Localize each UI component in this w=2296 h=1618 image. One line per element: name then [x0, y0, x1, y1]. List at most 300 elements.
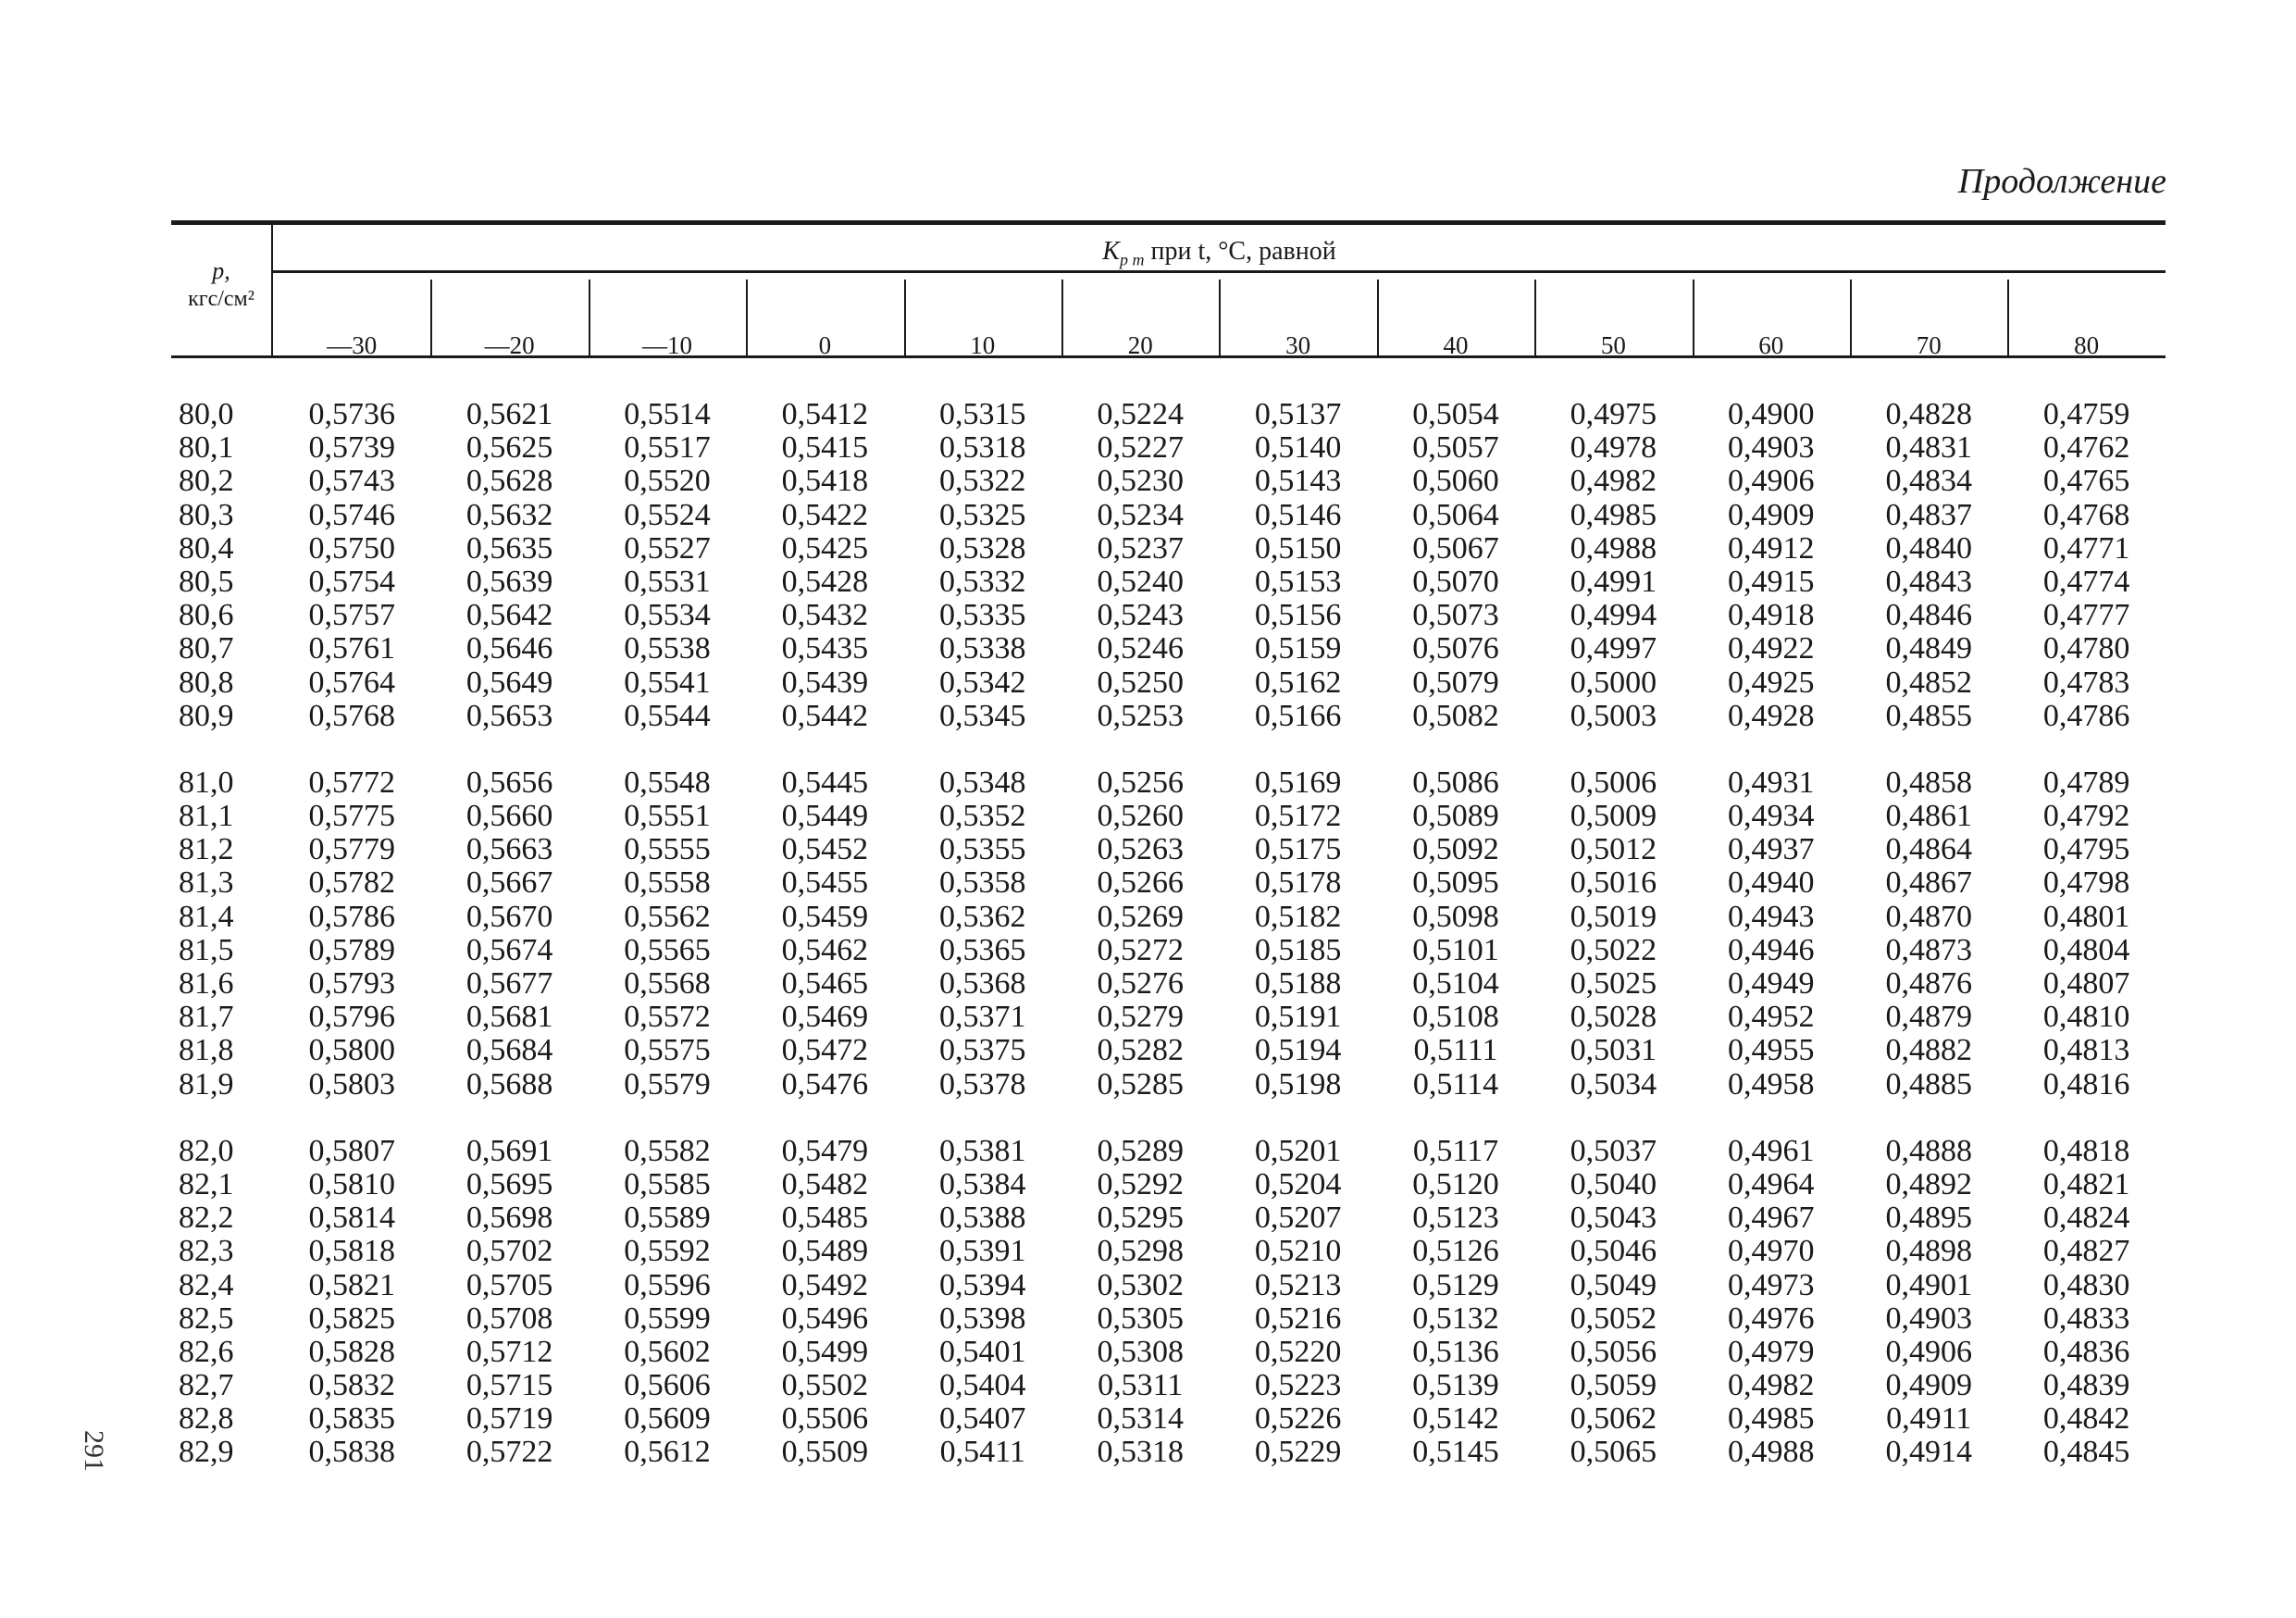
table-row [171, 833, 2166, 866]
table-row [171, 1369, 2166, 1402]
pressure-value: 80,4 [179, 530, 234, 566]
coefficient-value: 0,5388 [939, 1201, 1026, 1236]
coefficient-value: 0,5538 [624, 631, 711, 666]
coefficient-value: 0,4915 [1728, 564, 1815, 599]
coefficient-value: 0,5628 [465, 464, 553, 499]
coefficient-value: 0,5182 [1254, 899, 1342, 934]
coefficient-value: 0,5086 [1412, 765, 1499, 800]
coefficient-value: 0,5250 [1097, 665, 1184, 700]
coefficient-value: 0,5524 [624, 497, 711, 532]
coefficient-value: 0,4903 [1885, 1301, 1972, 1336]
coefficient-value: 0,5338 [939, 631, 1026, 666]
coefficient-value: 0,5207 [1254, 1201, 1342, 1236]
coefficient-value: 0,5418 [781, 464, 869, 499]
coefficient-value: 0,5198 [1254, 1066, 1342, 1101]
coefficient-value: 0,5674 [465, 932, 553, 967]
column-divider [2007, 280, 2009, 355]
coefficient-value: 0,5796 [308, 1000, 395, 1035]
coefficient-value: 0,4774 [2042, 564, 2130, 599]
table-row [171, 967, 2166, 1001]
temperature-header: 40 [1443, 331, 1469, 359]
coefficient-value: 0,5558 [624, 865, 711, 901]
coefficient-value: 0,4824 [2042, 1201, 2130, 1236]
pressure-value: 81,8 [179, 1033, 234, 1068]
table-top-rule [171, 220, 2166, 225]
coefficient-value: 0,4882 [1885, 1033, 1972, 1068]
coefficient-value: 0,4771 [2042, 530, 2130, 566]
coefficient-value: 0,5226 [1254, 1401, 1342, 1437]
coefficient-value: 0,5104 [1412, 966, 1499, 1001]
coefficient-value: 0,4855 [1885, 698, 1972, 733]
pressure-value: 82,2 [179, 1201, 234, 1236]
coefficient-value: 0,5185 [1254, 932, 1342, 967]
coefficient-value: 0,5108 [1412, 1000, 1499, 1035]
coefficient-value: 0,5123 [1412, 1201, 1499, 1236]
coefficient-value: 0,5814 [308, 1201, 395, 1236]
coefficient-value: 0,4792 [2042, 799, 2130, 834]
coefficient-value: 0,5111 [1413, 1033, 1498, 1068]
table-row [171, 766, 2166, 800]
coefficient-value: 0,4845 [2042, 1435, 2130, 1470]
coefficient-value: 0,5585 [624, 1166, 711, 1201]
coefficient-value: 0,5582 [624, 1133, 711, 1168]
coefficient-value: 0,5234 [1097, 497, 1184, 532]
temperature-header: 0 [818, 331, 832, 359]
pressure-symbol: p, [212, 257, 230, 284]
coefficient-value: 0,5445 [781, 765, 869, 800]
coefficient-value: 0,5496 [781, 1301, 869, 1336]
coefficient-value: 0,5266 [1097, 865, 1184, 901]
pressure-value: 81,0 [179, 765, 234, 800]
coefficient-value: 0,5691 [465, 1133, 553, 1168]
coefficient-value: 0,5260 [1097, 799, 1184, 834]
coefficient-value: 0,5531 [624, 564, 711, 599]
table-row [171, 934, 2166, 967]
coefficient-value: 0,5548 [624, 765, 711, 800]
coefficient-value: 0,5509 [781, 1435, 869, 1470]
coefficient-value: 0,5612 [624, 1435, 711, 1470]
coefficient-value: 0,5098 [1412, 899, 1499, 934]
coefficient-value: 0,4861 [1885, 799, 1972, 834]
coefficient-value: 0,4765 [2042, 464, 2130, 499]
table-row [171, 866, 2166, 900]
coefficient-value: 0,5821 [308, 1267, 395, 1302]
temperature-header: 80 [2074, 331, 2100, 359]
coefficient-value: 0,5459 [781, 899, 869, 934]
coefficient-value: 0,4970 [1728, 1234, 1815, 1269]
header-mid-rule [273, 270, 2166, 273]
coefficient-value: 0,5398 [939, 1301, 1026, 1336]
coefficient-value: 0,4864 [1885, 832, 1972, 867]
coefficient-value: 0,5407 [939, 1401, 1026, 1437]
pressure-value: 81,4 [179, 899, 234, 934]
coefficient-value: 0,4985 [1570, 497, 1657, 532]
pressure-value: 82,4 [179, 1267, 234, 1302]
coefficient-value: 0,5779 [308, 832, 395, 867]
coefficient-value: 0,5263 [1097, 832, 1184, 867]
coefficient-value: 0,5606 [624, 1368, 711, 1403]
coefficient-value: 0,4922 [1728, 631, 1815, 666]
pressure-value: 82,1 [179, 1166, 234, 1201]
coefficient-value: 0,5335 [939, 598, 1026, 633]
coefficient-value: 0,5462 [781, 932, 869, 967]
coefficient-value: 0,5688 [465, 1066, 553, 1101]
coefficient-value: 0,4975 [1570, 397, 1657, 431]
coefficient-value: 0,5120 [1412, 1166, 1499, 1201]
coefficient-value: 0,4946 [1728, 932, 1815, 967]
table-row [171, 398, 2166, 431]
coefficient-value: 0,5428 [781, 564, 869, 599]
coefficient-value: 0,4994 [1570, 598, 1657, 633]
coefficient-value: 0,4991 [1570, 564, 1657, 599]
coefficient-value: 0,5541 [624, 665, 711, 700]
pressure-value: 80,9 [179, 698, 234, 733]
coefficient-value: 0,4837 [1885, 497, 1972, 532]
row-group [171, 1135, 2166, 1470]
table-row [171, 666, 2166, 700]
coefficient-value: 0,5722 [465, 1435, 553, 1470]
coefficient-value: 0,5355 [939, 832, 1026, 867]
pressure-value: 81,7 [179, 1000, 234, 1035]
pressure-value: 82,0 [179, 1133, 234, 1168]
coefficient-value: 0,5736 [308, 397, 395, 431]
coefficient-value: 0,5315 [939, 397, 1026, 431]
coefficient-value: 0,4985 [1728, 1401, 1815, 1437]
coefficient-value: 0,5054 [1412, 397, 1499, 431]
coefficient-value: 0,5062 [1570, 1401, 1657, 1437]
coefficient-value: 0,5282 [1097, 1033, 1184, 1068]
coefficient-value: 0,5040 [1570, 1166, 1657, 1201]
coefficient-value: 0,5025 [1570, 966, 1657, 1001]
coefficient-value: 0,5439 [781, 665, 869, 700]
coefficient-value: 0,5012 [1570, 832, 1657, 867]
coefficient-value: 0,5322 [939, 464, 1026, 499]
coefficient-value: 0,4988 [1728, 1435, 1815, 1470]
coefficient-value: 0,4918 [1728, 598, 1815, 633]
coefficient-value: 0,5022 [1570, 932, 1657, 967]
coefficient-value: 0,5095 [1412, 865, 1499, 901]
coefficient-value: 0,4911 [1886, 1401, 1972, 1437]
coefficient-value: 0,5371 [939, 1000, 1026, 1035]
pressure-value: 81,2 [179, 832, 234, 867]
temperature-header: 10 [970, 331, 996, 359]
temperature-header: 30 [1285, 331, 1311, 359]
coefficient-value: 0,5223 [1254, 1368, 1342, 1403]
table-row [171, 1001, 2166, 1034]
coefficient-value: 0,5318 [1097, 1435, 1184, 1470]
coefficient-value: 0,4786 [2042, 698, 2130, 733]
coefficient-value: 0,5698 [465, 1201, 553, 1236]
coefficient-value: 0,5425 [781, 530, 869, 566]
coefficient-value: 0,5835 [308, 1401, 395, 1437]
temperature-header: —10 [641, 331, 692, 359]
coefficient-value: 0,4768 [2042, 497, 2130, 532]
coefficient-value: 0,5667 [465, 865, 553, 901]
coefficient-value: 0,5635 [465, 530, 553, 566]
pressure-value: 82,6 [179, 1334, 234, 1369]
table-row [171, 599, 2166, 632]
pressure-value: 82,9 [179, 1435, 234, 1470]
coefficient-value: 0,5332 [939, 564, 1026, 599]
coefficient-value: 0,5056 [1570, 1334, 1657, 1369]
coefficient-value: 0,4798 [2042, 865, 2130, 901]
coefficient-value: 0,5064 [1412, 497, 1499, 532]
coefficient-value: 0,4976 [1728, 1301, 1815, 1336]
coefficient-value: 0,4833 [2042, 1301, 2130, 1336]
coefficient-value: 0,5818 [308, 1234, 395, 1269]
coefficient-value: 0,4867 [1885, 865, 1972, 901]
coefficient-value: 0,5401 [939, 1334, 1026, 1369]
coefficient-value: 0,4876 [1885, 966, 1972, 1001]
coefficient-value: 0,5156 [1254, 598, 1342, 633]
coefficient-value: 0,4979 [1728, 1334, 1815, 1369]
continuation-label: Продолжение [1957, 162, 2166, 201]
temperature-header: —20 [484, 331, 535, 359]
coefficient-value: 0,4900 [1728, 397, 1815, 431]
coefficient-value: 0,5375 [939, 1033, 1026, 1068]
coefficient-value: 0,5649 [465, 665, 553, 700]
table-row [171, 1302, 2166, 1336]
coefficient-value: 0,5639 [465, 564, 553, 599]
table-row [171, 532, 2166, 566]
coefficient-value: 0,5136 [1412, 1334, 1499, 1369]
pressure-value: 82,7 [179, 1368, 234, 1403]
coefficient-value: 0,5365 [939, 932, 1026, 967]
coefficient-value: 0,5253 [1097, 698, 1184, 733]
coefficient-value: 0,5000 [1570, 665, 1657, 700]
coefficient-value: 0,5229 [1254, 1435, 1342, 1470]
coefficient-value: 0,5705 [465, 1267, 553, 1302]
coefficient-value: 0,5572 [624, 1000, 711, 1035]
coefficient-value: 0,5832 [308, 1368, 395, 1403]
coefficient-value: 0,4762 [2042, 430, 2130, 466]
pressure-value: 82,8 [179, 1401, 234, 1437]
coefficient-value: 0,4982 [1728, 1368, 1815, 1403]
coefficient-value: 0,5201 [1254, 1133, 1342, 1168]
coefficient-value: 0,4831 [1885, 430, 1972, 466]
coefficient-value: 0,5142 [1412, 1401, 1499, 1437]
coefficient-value: 0,5435 [781, 631, 869, 666]
coefficient-value: 0,5719 [465, 1401, 553, 1437]
coefficient-value: 0,4821 [2042, 1166, 2130, 1201]
temperature-header: 70 [1916, 331, 1942, 359]
coefficient-symbol: K [1102, 237, 1120, 266]
coefficient-value: 0,5092 [1412, 832, 1499, 867]
coefficient-value: 0,4988 [1570, 530, 1657, 566]
coefficient-value: 0,5677 [465, 966, 553, 1001]
coefficient-value: 0,4955 [1728, 1033, 1815, 1068]
coefficient-value: 0,4834 [1885, 464, 1972, 499]
coefficient-value: 0,5065 [1570, 1435, 1657, 1470]
pressure-value: 80,1 [179, 430, 234, 466]
coefficient-value: 0,5702 [465, 1234, 553, 1269]
coefficient-value: 0,5325 [939, 497, 1026, 532]
coefficient-value: 0,5162 [1254, 665, 1342, 700]
table-row [171, 800, 2166, 833]
table-row [171, 1436, 2166, 1469]
table-row [171, 1068, 2166, 1101]
coefficient-value: 0,5194 [1254, 1033, 1342, 1068]
coefficient-value: 0,4967 [1728, 1201, 1815, 1236]
coefficient-value: 0,4858 [1885, 765, 1972, 800]
coefficient-value: 0,4909 [1728, 497, 1815, 532]
coefficient-value: 0,5276 [1097, 966, 1184, 1001]
coefficient-value: 0,4928 [1728, 698, 1815, 733]
column-divider [1850, 280, 1852, 355]
table-row [171, 1336, 2166, 1369]
coefficient-value: 0,5712 [465, 1334, 553, 1369]
table-row [171, 431, 2166, 465]
coefficient-value: 0,5609 [624, 1401, 711, 1437]
coefficient-value: 0,5224 [1097, 397, 1184, 431]
coefficient-value: 0,5289 [1097, 1133, 1184, 1168]
coefficient-value: 0,4912 [1728, 530, 1815, 566]
coefficient-value: 0,5565 [624, 932, 711, 967]
coefficient-value: 0,4931 [1728, 765, 1815, 800]
coefficient-value: 0,5159 [1254, 631, 1342, 666]
coefficient-value: 0,5204 [1254, 1166, 1342, 1201]
coefficient-value: 0,5314 [1097, 1401, 1184, 1437]
column-divider [904, 280, 906, 355]
pressure-unit: кгс/см² [188, 287, 254, 311]
pressure-value: 81,3 [179, 865, 234, 901]
coefficient-value: 0,5562 [624, 899, 711, 934]
coefficient-value: 0,5579 [624, 1066, 711, 1101]
coefficient-value: 0,5169 [1254, 765, 1342, 800]
coefficient-value: 0,5789 [308, 932, 395, 967]
coefficient-value: 0,5210 [1254, 1234, 1342, 1269]
coefficient-value: 0,5442 [781, 698, 869, 733]
coefficient-value: 0,5746 [308, 497, 395, 532]
coefficient-value: 0,5279 [1097, 1000, 1184, 1035]
coefficient-value: 0,4914 [1885, 1435, 1972, 1470]
table-row [171, 1402, 2166, 1436]
coefficient-value: 0,5311 [1098, 1368, 1184, 1403]
coefficient-value: 0,5146 [1254, 497, 1342, 532]
coefficient-value: 0,4895 [1885, 1201, 1972, 1236]
coefficient-value: 0,5455 [781, 865, 869, 901]
coefficient-value: 0,5422 [781, 497, 869, 532]
coefficient-value: 0,5145 [1412, 1435, 1499, 1470]
coefficient-value: 0,5449 [781, 799, 869, 834]
coefficient-value: 0,5216 [1254, 1301, 1342, 1336]
coefficient-value: 0,4964 [1728, 1166, 1815, 1201]
coefficient-value: 0,5101 [1412, 932, 1499, 967]
coefficient-value: 0,5708 [465, 1301, 553, 1336]
coefficient-value: 0,5285 [1097, 1066, 1184, 1101]
coefficient-value: 0,5602 [624, 1334, 711, 1369]
coefficient-value: 0,4978 [1570, 430, 1657, 466]
coefficient-value: 0,4973 [1728, 1267, 1815, 1302]
temperature-header: —30 [327, 331, 378, 359]
coefficient-value: 0,5220 [1254, 1334, 1342, 1369]
coefficient-value: 0,5663 [465, 832, 553, 867]
coefficient-value: 0,4810 [2042, 1000, 2130, 1035]
coefficient-value: 0,4849 [1885, 631, 1972, 666]
coefficient-value: 0,5089 [1412, 799, 1499, 834]
table-body [171, 398, 2166, 1503]
coefficient-value: 0,5352 [939, 799, 1026, 834]
coefficient-value: 0,4839 [2042, 1368, 2130, 1403]
table-row [171, 499, 2166, 532]
coefficient-value: 0,4958 [1728, 1066, 1815, 1101]
coefficient-value: 0,5394 [939, 1267, 1026, 1302]
coefficient-value: 0,5412 [781, 397, 869, 431]
row-group [171, 766, 2166, 1101]
pressure-column-header [171, 257, 271, 313]
coefficient-value: 0,5764 [308, 665, 395, 700]
coefficient-value: 0,4870 [1885, 899, 1972, 934]
coefficient-value: 0,5009 [1570, 799, 1657, 834]
coefficient-value: 0,5298 [1097, 1234, 1184, 1269]
coefficient-value: 0,5670 [465, 899, 553, 934]
coefficient-value: 0,5139 [1412, 1368, 1499, 1403]
coefficient-value: 0,5625 [465, 430, 553, 466]
coefficient-value: 0,5469 [781, 1000, 869, 1035]
coefficient-value: 0,5660 [465, 799, 553, 834]
coefficient-value: 0,4925 [1728, 665, 1815, 700]
coefficient-value: 0,4909 [1885, 1368, 1972, 1403]
coefficient-value: 0,5302 [1097, 1267, 1184, 1302]
coefficient-value: 0,5768 [308, 698, 395, 733]
coefficient-value: 0,5067 [1412, 530, 1499, 566]
row-group [171, 398, 2166, 733]
coefficient-value: 0,5129 [1412, 1267, 1499, 1302]
coefficient-value: 0,5073 [1412, 598, 1499, 633]
column-divider [589, 280, 590, 355]
coefficient-value: 0,5191 [1254, 1000, 1342, 1035]
coefficient-value: 0,5599 [624, 1301, 711, 1336]
temperature-header: 60 [1758, 331, 1784, 359]
coefficient-value: 0,5006 [1570, 765, 1657, 800]
temperature-header: 20 [1127, 331, 1153, 359]
coefficient-value: 0,5037 [1570, 1133, 1657, 1168]
coefficient-value: 0,5803 [308, 1066, 395, 1101]
pressure-value: 81,9 [179, 1066, 234, 1101]
coefficient-value: 0,5452 [781, 832, 869, 867]
coefficient-value: 0,5527 [624, 530, 711, 566]
table-row [171, 1168, 2166, 1201]
coefficient-value: 0,5292 [1097, 1166, 1184, 1201]
table-row [171, 1269, 2166, 1302]
coefficient-value: 0,5492 [781, 1267, 869, 1302]
coefficient-value: 0,5082 [1412, 698, 1499, 733]
coefficient-value: 0,4777 [2042, 598, 2130, 633]
column-divider [1219, 280, 1221, 355]
coefficient-value: 0,4780 [2042, 631, 2130, 666]
coefficient-value: 0,5807 [308, 1133, 395, 1168]
coefficient-value: 0,5046 [1570, 1234, 1657, 1269]
coefficient-value: 0,5070 [1412, 564, 1499, 599]
table-row [171, 566, 2166, 599]
coefficient-value: 0,5544 [624, 698, 711, 733]
coefficient-value: 0,5384 [939, 1166, 1026, 1201]
column-divider [1377, 280, 1379, 355]
coefficient-value: 0,4997 [1570, 631, 1657, 666]
coefficient-value: 0,4873 [1885, 932, 1972, 967]
coefficient-value: 0,5358 [939, 865, 1026, 901]
coefficient-value: 0,5381 [939, 1133, 1026, 1168]
coefficient-value: 0,5028 [1570, 1000, 1657, 1035]
coefficient-value: 0,5031 [1570, 1033, 1657, 1068]
coefficient-value: 0,5269 [1097, 899, 1184, 934]
coefficient-value: 0,5132 [1412, 1301, 1499, 1336]
coefficient-value: 0,5143 [1254, 464, 1342, 499]
coefficient-value: 0,5514 [624, 397, 711, 431]
coefficient-value: 0,5489 [781, 1234, 869, 1269]
pressure-value: 80,0 [179, 397, 234, 431]
table-row [171, 901, 2166, 934]
